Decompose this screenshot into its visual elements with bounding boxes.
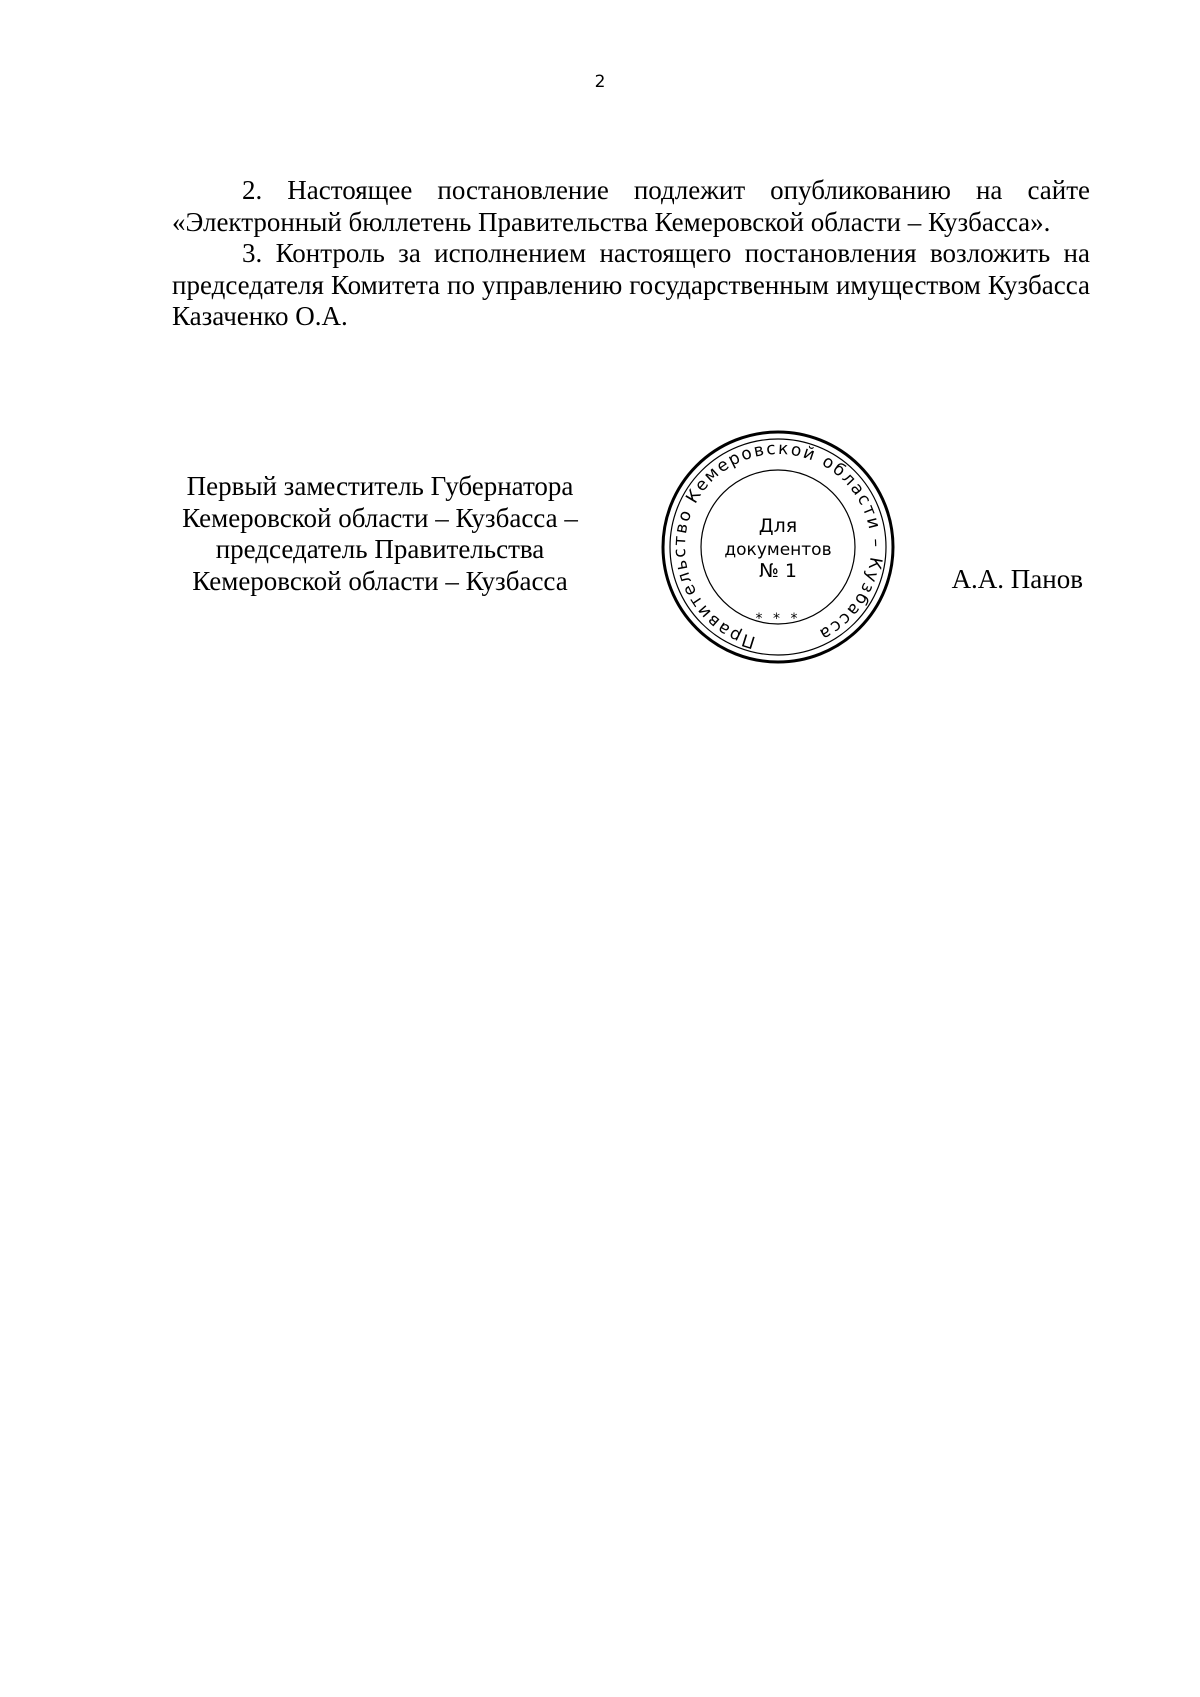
signer-title-line: Первый заместитель Губернатора (186, 471, 574, 501)
seal-center-line-1: Для (758, 515, 798, 537)
signer-title-line: Кемеровской области – Кузбасса (192, 565, 568, 596)
seal-center-line-2: документов (724, 540, 832, 560)
document-body (172, 175, 1090, 333)
signer-title-line: Кемеровской области – Кузбасса – (182, 502, 578, 533)
seal-center-line-3: № 1 (759, 560, 797, 582)
signer-title (160, 471, 600, 597)
signer-name: А.А. Панов (951, 564, 1083, 594)
page-number: 2 (594, 72, 606, 92)
paragraph-publication: 2. Настоящее постановление подлежит опубликованию на сайте «Электронный бюллетень Правительства Кемеровской области – Кузбасса». (172, 175, 1090, 237)
official-seal (661, 430, 895, 664)
signer-title-line: председатель Правительства (215, 534, 545, 564)
seal-ring-text: Правительство Кемеровской области – Кузбасса (669, 438, 887, 652)
paragraph-control: 3. Контроль за исполнением настоящего постановления возложить на председателя Комитета по управлению государственным имуществом Кузбасса Казаченко О.А. (172, 238, 1090, 331)
seal-stars: * * * (755, 611, 801, 627)
